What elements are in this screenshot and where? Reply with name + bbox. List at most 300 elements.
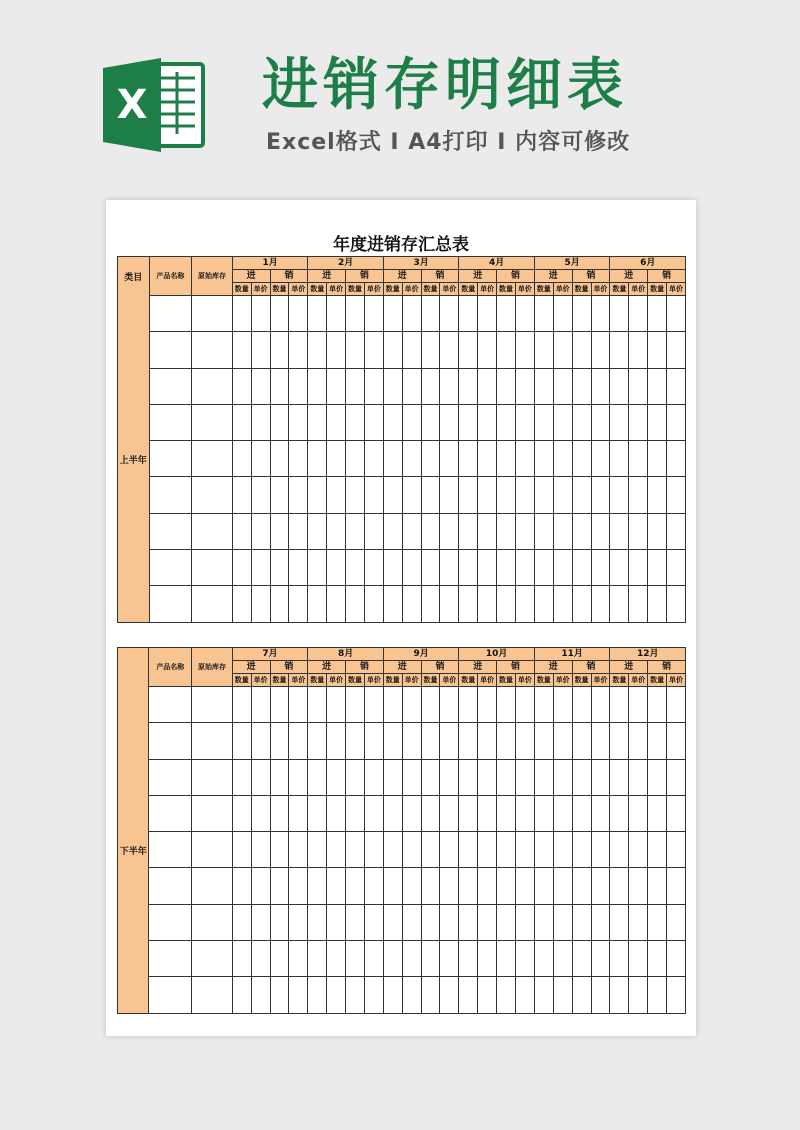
data-cell[interactable] xyxy=(270,832,289,868)
data-cell[interactable] xyxy=(591,477,610,513)
data-cell[interactable] xyxy=(553,404,572,440)
data-cell[interactable] xyxy=(402,904,421,940)
data-cell[interactable] xyxy=(251,586,270,622)
data-cell[interactable] xyxy=(553,723,572,759)
data-cell[interactable] xyxy=(591,904,610,940)
data-cell[interactable] xyxy=(629,404,648,440)
data-cell[interactable] xyxy=(534,368,553,404)
data-cell[interactable] xyxy=(232,477,251,513)
data-cell[interactable] xyxy=(383,687,402,723)
data-cell[interactable] xyxy=(648,759,667,795)
data-cell[interactable] xyxy=(192,550,233,586)
data-cell[interactable] xyxy=(610,441,629,477)
data-cell[interactable] xyxy=(308,368,327,404)
data-cell[interactable] xyxy=(149,586,192,622)
data-cell[interactable] xyxy=(440,687,459,723)
data-cell[interactable] xyxy=(667,687,686,723)
data-cell[interactable] xyxy=(364,941,383,977)
data-cell[interactable] xyxy=(591,977,610,1013)
data-cell[interactable] xyxy=(421,832,440,868)
data-cell[interactable] xyxy=(327,723,346,759)
data-cell[interactable] xyxy=(346,977,365,1013)
data-cell[interactable] xyxy=(308,868,327,904)
data-cell[interactable] xyxy=(149,441,192,477)
data-cell[interactable] xyxy=(289,296,308,332)
data-cell[interactable] xyxy=(591,513,610,549)
data-cell[interactable] xyxy=(383,550,402,586)
data-cell[interactable] xyxy=(553,296,572,332)
data-cell[interactable] xyxy=(610,868,629,904)
data-cell[interactable] xyxy=(289,368,308,404)
data-cell[interactable] xyxy=(402,332,421,368)
data-cell[interactable] xyxy=(440,550,459,586)
data-cell[interactable] xyxy=(667,368,686,404)
data-cell[interactable] xyxy=(667,759,686,795)
data-cell[interactable] xyxy=(497,723,516,759)
data-cell[interactable] xyxy=(421,868,440,904)
data-cell[interactable] xyxy=(364,404,383,440)
data-cell[interactable] xyxy=(192,687,233,723)
data-cell[interactable] xyxy=(440,586,459,622)
data-cell[interactable] xyxy=(192,368,233,404)
data-cell[interactable] xyxy=(459,687,478,723)
data-cell[interactable] xyxy=(346,332,365,368)
data-cell[interactable] xyxy=(515,404,534,440)
data-cell[interactable] xyxy=(308,550,327,586)
data-cell[interactable] xyxy=(383,795,402,831)
data-cell[interactable] xyxy=(327,368,346,404)
data-cell[interactable] xyxy=(192,723,233,759)
data-cell[interactable] xyxy=(308,795,327,831)
data-cell[interactable] xyxy=(289,904,308,940)
data-cell[interactable] xyxy=(478,977,497,1013)
data-cell[interactable] xyxy=(421,723,440,759)
data-cell[interactable] xyxy=(192,977,233,1013)
data-cell[interactable] xyxy=(515,759,534,795)
data-cell[interactable] xyxy=(534,759,553,795)
data-cell[interactable] xyxy=(364,687,383,723)
data-cell[interactable] xyxy=(383,868,402,904)
data-cell[interactable] xyxy=(383,441,402,477)
data-cell[interactable] xyxy=(459,477,478,513)
data-cell[interactable] xyxy=(270,687,289,723)
data-cell[interactable] xyxy=(497,586,516,622)
data-cell[interactable] xyxy=(251,977,270,1013)
data-cell[interactable] xyxy=(289,513,308,549)
data-cell[interactable] xyxy=(327,795,346,831)
data-cell[interactable] xyxy=(383,513,402,549)
data-cell[interactable] xyxy=(553,332,572,368)
data-cell[interactable] xyxy=(648,977,667,1013)
data-cell[interactable] xyxy=(515,368,534,404)
data-cell[interactable] xyxy=(251,723,270,759)
data-cell[interactable] xyxy=(572,723,591,759)
data-cell[interactable] xyxy=(346,759,365,795)
data-cell[interactable] xyxy=(346,368,365,404)
data-cell[interactable] xyxy=(232,795,251,831)
data-cell[interactable] xyxy=(497,513,516,549)
data-cell[interactable] xyxy=(421,904,440,940)
data-cell[interactable] xyxy=(459,513,478,549)
data-cell[interactable] xyxy=(149,687,192,723)
data-cell[interactable] xyxy=(346,941,365,977)
data-cell[interactable] xyxy=(667,977,686,1013)
data-cell[interactable] xyxy=(648,687,667,723)
data-cell[interactable] xyxy=(440,723,459,759)
data-cell[interactable] xyxy=(459,832,478,868)
data-cell[interactable] xyxy=(251,477,270,513)
data-cell[interactable] xyxy=(289,723,308,759)
data-cell[interactable] xyxy=(534,404,553,440)
data-cell[interactable] xyxy=(497,404,516,440)
data-cell[interactable] xyxy=(591,832,610,868)
data-cell[interactable] xyxy=(610,586,629,622)
data-cell[interactable] xyxy=(478,477,497,513)
data-cell[interactable] xyxy=(149,759,192,795)
data-cell[interactable] xyxy=(270,550,289,586)
data-cell[interactable] xyxy=(629,296,648,332)
data-cell[interactable] xyxy=(534,513,553,549)
data-cell[interactable] xyxy=(364,723,383,759)
data-cell[interactable] xyxy=(421,759,440,795)
data-cell[interactable] xyxy=(591,759,610,795)
data-cell[interactable] xyxy=(440,368,459,404)
data-cell[interactable] xyxy=(667,832,686,868)
data-cell[interactable] xyxy=(289,868,308,904)
data-cell[interactable] xyxy=(251,441,270,477)
data-cell[interactable] xyxy=(667,586,686,622)
data-cell[interactable] xyxy=(515,513,534,549)
data-cell[interactable] xyxy=(572,977,591,1013)
data-cell[interactable] xyxy=(534,795,553,831)
data-cell[interactable] xyxy=(149,332,192,368)
data-cell[interactable] xyxy=(346,904,365,940)
data-cell[interactable] xyxy=(327,477,346,513)
data-cell[interactable] xyxy=(534,441,553,477)
data-cell[interactable] xyxy=(251,904,270,940)
data-cell[interactable] xyxy=(515,904,534,940)
data-cell[interactable] xyxy=(364,550,383,586)
data-cell[interactable] xyxy=(327,977,346,1013)
data-cell[interactable] xyxy=(648,513,667,549)
data-cell[interactable] xyxy=(149,296,192,332)
data-cell[interactable] xyxy=(591,941,610,977)
data-cell[interactable] xyxy=(383,368,402,404)
data-cell[interactable] xyxy=(192,404,233,440)
data-cell[interactable] xyxy=(440,868,459,904)
data-cell[interactable] xyxy=(629,513,648,549)
data-cell[interactable] xyxy=(667,296,686,332)
data-cell[interactable] xyxy=(383,759,402,795)
data-cell[interactable] xyxy=(515,332,534,368)
data-cell[interactable] xyxy=(572,904,591,940)
data-cell[interactable] xyxy=(648,904,667,940)
data-cell[interactable] xyxy=(591,404,610,440)
data-cell[interactable] xyxy=(383,977,402,1013)
data-cell[interactable] xyxy=(629,904,648,940)
data-cell[interactable] xyxy=(459,368,478,404)
data-cell[interactable] xyxy=(572,868,591,904)
data-cell[interactable] xyxy=(648,868,667,904)
data-cell[interactable] xyxy=(515,296,534,332)
data-cell[interactable] xyxy=(497,441,516,477)
data-cell[interactable] xyxy=(232,550,251,586)
data-cell[interactable] xyxy=(515,941,534,977)
data-cell[interactable] xyxy=(478,550,497,586)
data-cell[interactable] xyxy=(308,441,327,477)
data-cell[interactable] xyxy=(648,368,667,404)
data-cell[interactable] xyxy=(192,296,233,332)
data-cell[interactable] xyxy=(648,404,667,440)
data-cell[interactable] xyxy=(364,513,383,549)
data-cell[interactable] xyxy=(383,404,402,440)
data-cell[interactable] xyxy=(667,404,686,440)
data-cell[interactable] xyxy=(572,832,591,868)
data-cell[interactable] xyxy=(610,941,629,977)
data-cell[interactable] xyxy=(421,441,440,477)
data-cell[interactable] xyxy=(648,296,667,332)
data-cell[interactable] xyxy=(364,868,383,904)
data-cell[interactable] xyxy=(364,441,383,477)
data-cell[interactable] xyxy=(402,404,421,440)
data-cell[interactable] xyxy=(289,759,308,795)
data-cell[interactable] xyxy=(478,586,497,622)
data-cell[interactable] xyxy=(440,296,459,332)
data-cell[interactable] xyxy=(149,550,192,586)
data-cell[interactable] xyxy=(308,687,327,723)
data-cell[interactable] xyxy=(149,977,192,1013)
data-cell[interactable] xyxy=(232,759,251,795)
data-cell[interactable] xyxy=(346,795,365,831)
data-cell[interactable] xyxy=(346,586,365,622)
data-cell[interactable] xyxy=(667,332,686,368)
data-cell[interactable] xyxy=(553,977,572,1013)
data-cell[interactable] xyxy=(251,868,270,904)
data-cell[interactable] xyxy=(192,941,233,977)
data-cell[interactable] xyxy=(459,586,478,622)
data-cell[interactable] xyxy=(289,404,308,440)
data-cell[interactable] xyxy=(364,586,383,622)
data-cell[interactable] xyxy=(270,332,289,368)
data-cell[interactable] xyxy=(591,687,610,723)
data-cell[interactable] xyxy=(402,941,421,977)
data-cell[interactable] xyxy=(308,477,327,513)
data-cell[interactable] xyxy=(534,332,553,368)
data-cell[interactable] xyxy=(364,832,383,868)
data-cell[interactable] xyxy=(402,723,421,759)
data-cell[interactable] xyxy=(534,977,553,1013)
data-cell[interactable] xyxy=(459,759,478,795)
data-cell[interactable] xyxy=(478,941,497,977)
data-cell[interactable] xyxy=(270,868,289,904)
data-cell[interactable] xyxy=(534,941,553,977)
data-cell[interactable] xyxy=(534,832,553,868)
data-cell[interactable] xyxy=(497,759,516,795)
data-cell[interactable] xyxy=(553,832,572,868)
data-cell[interactable] xyxy=(610,795,629,831)
data-cell[interactable] xyxy=(232,586,251,622)
data-cell[interactable] xyxy=(591,332,610,368)
data-cell[interactable] xyxy=(478,296,497,332)
data-cell[interactable] xyxy=(232,904,251,940)
data-cell[interactable] xyxy=(308,941,327,977)
data-cell[interactable] xyxy=(346,550,365,586)
data-cell[interactable] xyxy=(629,941,648,977)
data-cell[interactable] xyxy=(572,296,591,332)
data-cell[interactable] xyxy=(289,550,308,586)
data-cell[interactable] xyxy=(270,441,289,477)
data-cell[interactable] xyxy=(421,795,440,831)
data-cell[interactable] xyxy=(497,296,516,332)
data-cell[interactable] xyxy=(346,687,365,723)
data-cell[interactable] xyxy=(478,332,497,368)
data-cell[interactable] xyxy=(270,368,289,404)
data-cell[interactable] xyxy=(402,513,421,549)
data-cell[interactable] xyxy=(553,550,572,586)
data-cell[interactable] xyxy=(515,477,534,513)
data-cell[interactable] xyxy=(402,795,421,831)
data-cell[interactable] xyxy=(251,368,270,404)
data-cell[interactable] xyxy=(459,795,478,831)
data-cell[interactable] xyxy=(251,296,270,332)
data-cell[interactable] xyxy=(534,477,553,513)
data-cell[interactable] xyxy=(346,404,365,440)
data-cell[interactable] xyxy=(610,977,629,1013)
data-cell[interactable] xyxy=(402,977,421,1013)
data-cell[interactable] xyxy=(232,332,251,368)
data-cell[interactable] xyxy=(440,904,459,940)
data-cell[interactable] xyxy=(572,513,591,549)
data-cell[interactable] xyxy=(478,368,497,404)
data-cell[interactable] xyxy=(308,832,327,868)
data-cell[interactable] xyxy=(232,977,251,1013)
data-cell[interactable] xyxy=(553,441,572,477)
data-cell[interactable] xyxy=(610,513,629,549)
data-cell[interactable] xyxy=(270,586,289,622)
data-cell[interactable] xyxy=(591,795,610,831)
data-cell[interactable] xyxy=(251,332,270,368)
data-cell[interactable] xyxy=(232,513,251,549)
data-cell[interactable] xyxy=(572,586,591,622)
data-cell[interactable] xyxy=(327,332,346,368)
data-cell[interactable] xyxy=(478,687,497,723)
data-cell[interactable] xyxy=(149,941,192,977)
data-cell[interactable] xyxy=(270,904,289,940)
data-cell[interactable] xyxy=(459,332,478,368)
data-cell[interactable] xyxy=(497,977,516,1013)
data-cell[interactable] xyxy=(440,404,459,440)
data-cell[interactable] xyxy=(572,941,591,977)
data-cell[interactable] xyxy=(591,868,610,904)
data-cell[interactable] xyxy=(478,513,497,549)
data-cell[interactable] xyxy=(667,723,686,759)
data-cell[interactable] xyxy=(327,550,346,586)
data-cell[interactable] xyxy=(553,586,572,622)
data-cell[interactable] xyxy=(192,832,233,868)
data-cell[interactable] xyxy=(149,723,192,759)
data-cell[interactable] xyxy=(667,795,686,831)
data-cell[interactable] xyxy=(497,941,516,977)
data-cell[interactable] xyxy=(232,368,251,404)
data-cell[interactable] xyxy=(478,759,497,795)
data-cell[interactable] xyxy=(497,868,516,904)
data-cell[interactable] xyxy=(402,868,421,904)
data-cell[interactable] xyxy=(610,477,629,513)
data-cell[interactable] xyxy=(648,723,667,759)
data-cell[interactable] xyxy=(289,977,308,1013)
data-cell[interactable] xyxy=(648,477,667,513)
data-cell[interactable] xyxy=(667,550,686,586)
data-cell[interactable] xyxy=(629,977,648,1013)
data-cell[interactable] xyxy=(534,550,553,586)
data-cell[interactable] xyxy=(478,868,497,904)
data-cell[interactable] xyxy=(289,795,308,831)
data-cell[interactable] xyxy=(232,868,251,904)
data-cell[interactable] xyxy=(440,832,459,868)
data-cell[interactable] xyxy=(421,477,440,513)
data-cell[interactable] xyxy=(497,687,516,723)
data-cell[interactable] xyxy=(515,723,534,759)
data-cell[interactable] xyxy=(270,977,289,1013)
data-cell[interactable] xyxy=(610,832,629,868)
data-cell[interactable] xyxy=(308,723,327,759)
data-cell[interactable] xyxy=(149,513,192,549)
data-cell[interactable] xyxy=(327,586,346,622)
data-cell[interactable] xyxy=(149,404,192,440)
data-cell[interactable] xyxy=(251,941,270,977)
data-cell[interactable] xyxy=(270,723,289,759)
data-cell[interactable] xyxy=(251,795,270,831)
data-cell[interactable] xyxy=(629,832,648,868)
data-cell[interactable] xyxy=(270,759,289,795)
data-cell[interactable] xyxy=(459,868,478,904)
data-cell[interactable] xyxy=(553,759,572,795)
data-cell[interactable] xyxy=(270,404,289,440)
data-cell[interactable] xyxy=(383,941,402,977)
data-cell[interactable] xyxy=(383,723,402,759)
data-cell[interactable] xyxy=(421,513,440,549)
data-cell[interactable] xyxy=(459,723,478,759)
data-cell[interactable] xyxy=(346,723,365,759)
data-cell[interactable] xyxy=(667,441,686,477)
data-cell[interactable] xyxy=(270,941,289,977)
data-cell[interactable] xyxy=(478,404,497,440)
data-cell[interactable] xyxy=(327,441,346,477)
data-cell[interactable] xyxy=(402,296,421,332)
data-cell[interactable] xyxy=(497,368,516,404)
data-cell[interactable] xyxy=(648,586,667,622)
data-cell[interactable] xyxy=(421,687,440,723)
data-cell[interactable] xyxy=(383,296,402,332)
data-cell[interactable] xyxy=(270,296,289,332)
data-cell[interactable] xyxy=(667,513,686,549)
data-cell[interactable] xyxy=(346,513,365,549)
data-cell[interactable] xyxy=(629,723,648,759)
data-cell[interactable] xyxy=(629,477,648,513)
data-cell[interactable] xyxy=(553,904,572,940)
data-cell[interactable] xyxy=(459,296,478,332)
data-cell[interactable] xyxy=(648,550,667,586)
data-cell[interactable] xyxy=(308,332,327,368)
data-cell[interactable] xyxy=(192,759,233,795)
data-cell[interactable] xyxy=(610,759,629,795)
data-cell[interactable] xyxy=(289,441,308,477)
data-cell[interactable] xyxy=(459,904,478,940)
data-cell[interactable] xyxy=(515,586,534,622)
data-cell[interactable] xyxy=(572,404,591,440)
data-cell[interactable] xyxy=(364,977,383,1013)
data-cell[interactable] xyxy=(308,404,327,440)
